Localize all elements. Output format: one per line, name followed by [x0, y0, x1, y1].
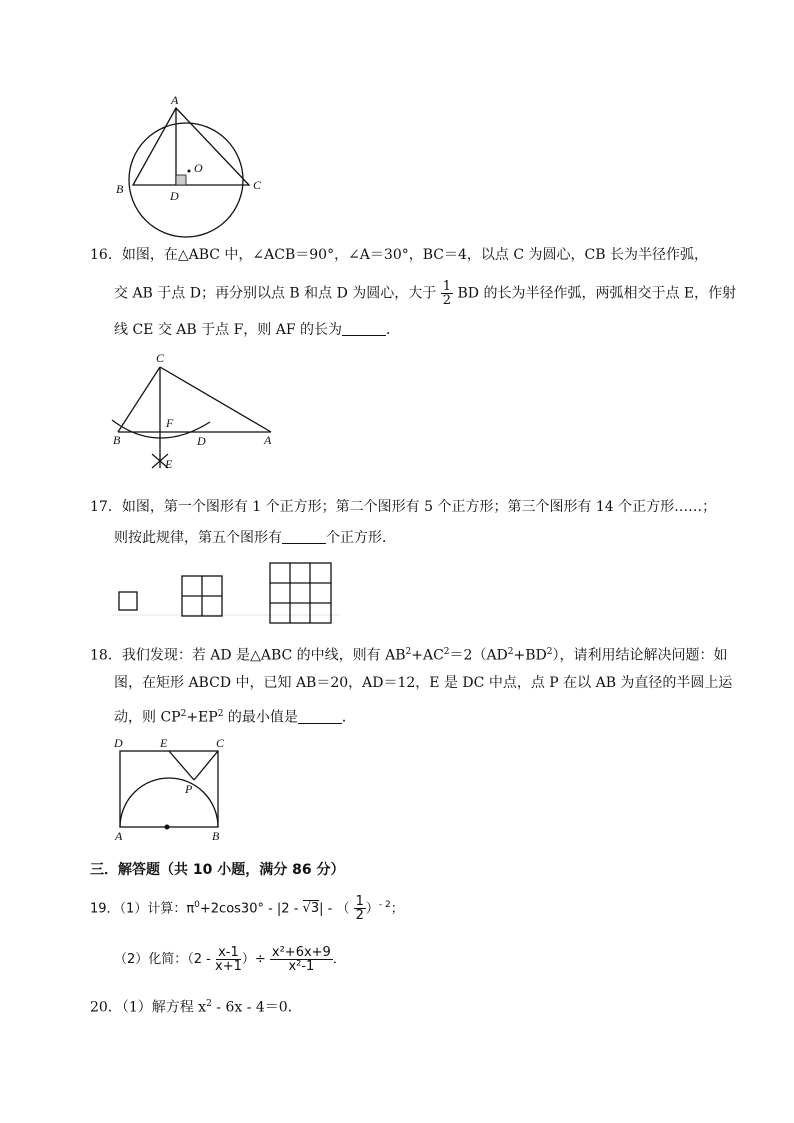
pattern-1	[119, 592, 137, 610]
q17-line2: 则按此规律，第五个图形有 个正方形．	[114, 530, 396, 546]
semicircle-ab	[120, 778, 218, 827]
sqrt-3: √3	[302, 901, 320, 917]
fraction-one-half: $\frac{1}{2}$	[442, 279, 452, 308]
arc-bd	[112, 420, 210, 438]
right-angle-mark	[176, 175, 186, 185]
svg-text:C: C	[156, 351, 165, 365]
rectangle-abcd	[120, 751, 218, 827]
svg-text:D: D	[114, 736, 123, 750]
label-o: O	[194, 161, 203, 175]
q18-line1: 18．我们发现：若 AD 是△ABC 的中线，则有 $AB^2+AC^2=2(AD^2+BD^2)$，请利用结论解决问题：如	[90, 647, 728, 664]
svg-text:A: A	[115, 829, 123, 843]
figure-rectangle-semicircle	[110, 734, 240, 846]
svg-text:B: B	[212, 829, 220, 843]
pattern-2	[182, 576, 222, 616]
svg-text:C: C	[216, 736, 225, 750]
q16-line3: 线 CE 交 AB 于点 F，则 AF 的长为 ．	[114, 322, 401, 338]
pattern-3	[270, 563, 331, 623]
label-b: B	[116, 182, 124, 196]
figure-square-patterns	[112, 558, 342, 628]
label-d: D	[170, 189, 179, 203]
center-dot	[188, 170, 191, 173]
svg-text:E: E	[165, 457, 173, 471]
q16-number: 16．	[90, 247, 122, 263]
section-3-heading: 三．解答题（共 10 小题，满分 86 分）	[90, 862, 345, 878]
svg-text:B: B	[113, 433, 121, 447]
svg-text:A: A	[264, 433, 272, 447]
q19-part2: （2）化简：（2 - $\frac{x-1}{x+1}$ ）÷ $\frac{\text{x²+6x+9}}{\text{x²-1}}$ ．	[114, 945, 346, 974]
figure-circle-triangle	[108, 92, 278, 242]
q16-line2: 交 AB 于点 D；再分别以点 B 和点 D 为圆心，大于 $\frac{1}{2}$ BD 的长为半径作弧，两弧相交于点 E，作射	[114, 279, 737, 308]
svg-text:E: E	[160, 736, 168, 750]
answer-blank	[342, 321, 386, 336]
figure-triangle-arcs	[108, 350, 283, 475]
q20-part1: 20．（1）解方程 $x^2 - 6x - 4=0$．	[90, 999, 302, 1016]
q17-line1: 17．如图，第一个图形有 1 个正方形；第二个图形有 5 个正方形；第三个图形有 14 个正方形……；	[90, 499, 717, 515]
svg-text:P: P	[185, 782, 193, 796]
label-a: A	[171, 93, 179, 107]
svg-text:F: F	[166, 416, 174, 430]
label-c: C	[253, 178, 262, 192]
q18-line3: 动，则 $CP^2+EP^2$ 的最小值是 ．	[114, 709, 356, 726]
q19-part1: 19．（1）计算：$\pi^0+2\cos 30^\circ - |2 - √3|$ - （ $\frac{1}{2}$ ）$^{- 2}$；	[90, 894, 404, 924]
svg-text:D: D	[197, 434, 206, 448]
q18-line2: 图，在矩形 ABCD 中，已知 AB＝20，AD＝12，E 是 DC 中点，点 P 在以 AB 为直径的半圆上运	[114, 675, 733, 691]
q16-line1: 16．如图，在△ABC 中，∠ACB＝90°，∠A＝30°，BC＝4，以点 C 为圆心，CB 长为半径作弧，	[90, 247, 708, 263]
